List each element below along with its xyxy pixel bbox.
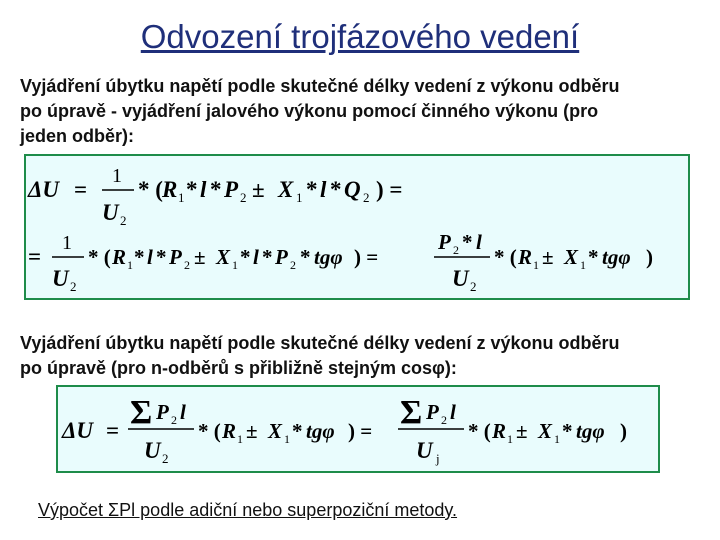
svg-text:±: ±: [542, 245, 554, 269]
svg-text:U: U: [52, 266, 69, 291]
svg-text:) =: ) =: [376, 177, 403, 202]
svg-text:2: 2: [184, 258, 190, 272]
svg-text:=: =: [28, 244, 42, 269]
svg-text:U: U: [144, 438, 161, 463]
svg-text:ΔU: ΔU: [62, 418, 94, 443]
svg-text:=: =: [74, 177, 88, 202]
svg-text:±: ±: [194, 245, 206, 269]
formula-box-single-load: [24, 154, 690, 300]
paragraph-line: Vyjádření úbytku napětí podle skutečné délky vedení z výkonu odběru: [20, 333, 620, 353]
svg-text:P: P: [275, 245, 288, 269]
svg-text:X: X: [268, 419, 283, 443]
svg-text:*: *: [292, 419, 303, 443]
svg-text:2: 2: [162, 451, 169, 466]
svg-text:P: P: [438, 230, 451, 254]
svg-text:*: *: [134, 245, 145, 269]
svg-text:P: P: [169, 245, 182, 269]
svg-text:1: 1: [127, 258, 133, 272]
svg-text:Σ: Σ: [400, 394, 423, 431]
svg-text:*: *: [330, 177, 342, 202]
svg-text:l: l: [147, 245, 153, 269]
svg-text:U: U: [452, 266, 469, 291]
svg-text:2: 2: [363, 190, 370, 205]
svg-text:*: *: [210, 177, 222, 202]
formula-box-multiple-loads: [56, 385, 660, 473]
svg-text:l: l: [200, 177, 207, 202]
svg-text:*: *: [588, 245, 599, 269]
svg-text:P: P: [156, 400, 169, 424]
svg-text:* (: * (: [494, 245, 517, 269]
paragraph-line: Vyjádření úbytku napětí podle skutečné délky vedení z výkonu odběru: [20, 76, 620, 96]
svg-text:l: l: [320, 177, 327, 202]
svg-text:1: 1: [296, 190, 303, 205]
svg-text:±: ±: [516, 419, 528, 443]
svg-text:* (: * (: [138, 177, 163, 202]
svg-text:*: *: [462, 230, 473, 254]
svg-text:1: 1: [554, 432, 560, 446]
svg-text:*: *: [156, 245, 167, 269]
paragraph-line: po úpravě (pro n-odběrů s přibližně stejným cosφ):: [20, 358, 457, 378]
svg-text:* (: * (: [198, 419, 221, 443]
svg-text:* (: * (: [468, 419, 491, 443]
svg-text:U: U: [102, 200, 119, 225]
svg-text:1: 1: [237, 432, 243, 446]
svg-text:X: X: [278, 177, 294, 202]
svg-text:j: j: [436, 451, 440, 466]
svg-text:l: l: [180, 400, 186, 424]
svg-text:*: *: [186, 177, 198, 202]
svg-text:R: R: [222, 419, 237, 443]
svg-text:R: R: [162, 177, 178, 202]
svg-text:2: 2: [70, 279, 77, 294]
svg-text:±: ±: [252, 177, 265, 202]
svg-text:) =: ) =: [354, 245, 379, 269]
svg-text:*: *: [300, 245, 311, 269]
svg-text:2: 2: [290, 258, 296, 272]
svg-text:X: X: [538, 419, 553, 443]
svg-text:X: X: [564, 245, 579, 269]
svg-text:1: 1: [178, 190, 185, 205]
footer-note: Výpočet ΣPl podle adiční nebo superpoziční metody.: [38, 500, 458, 520]
svg-text:tgφ: tgφ: [576, 419, 605, 443]
svg-text:R: R: [112, 245, 127, 269]
svg-text:1: 1: [533, 258, 539, 272]
svg-text:2: 2: [171, 413, 177, 427]
svg-text:R: R: [518, 245, 533, 269]
paragraph-line: po úpravě - vyjádření jalového výkonu pomocí činného výkonu (pro: [20, 101, 599, 121]
svg-text:*: *: [306, 177, 318, 202]
svg-text:*: *: [240, 245, 251, 269]
svg-text:): ): [620, 419, 627, 443]
svg-text:1: 1: [284, 432, 290, 446]
paragraph-multiple-loads: [20, 331, 619, 381]
formula-voltage-drop-single-load: [26, 156, 688, 298]
svg-text:*: *: [562, 419, 573, 443]
svg-text:1: 1: [112, 165, 122, 187]
paragraph-single-load: [20, 74, 619, 149]
svg-text:2: 2: [441, 413, 447, 427]
svg-text:2: 2: [240, 190, 247, 205]
svg-text:1: 1: [507, 432, 513, 446]
svg-text:X: X: [216, 245, 231, 269]
svg-text:tgφ: tgφ: [602, 245, 631, 269]
svg-text:R: R: [492, 419, 507, 443]
svg-text:P: P: [426, 400, 439, 424]
svg-text:) =: ) =: [348, 419, 373, 443]
svg-text:tgφ: tgφ: [314, 245, 343, 269]
svg-text:Σ: Σ: [130, 394, 153, 431]
svg-text:ΔU: ΔU: [28, 177, 60, 202]
paragraph-line: jeden odběr):: [20, 126, 135, 146]
svg-text:* (: * (: [88, 245, 111, 269]
svg-text:tgφ: tgφ: [306, 419, 335, 443]
svg-text:l: l: [450, 400, 456, 424]
svg-text:2: 2: [470, 279, 477, 294]
svg-text:2: 2: [453, 243, 459, 257]
svg-text:1: 1: [232, 258, 238, 272]
svg-text:1: 1: [62, 232, 72, 254]
svg-text:*: *: [262, 245, 273, 269]
svg-text:l: l: [253, 245, 259, 269]
svg-text:l: l: [476, 230, 482, 254]
svg-text:P: P: [224, 177, 239, 202]
slide-title: Odvození trojfázového vedení: [140, 18, 580, 55]
svg-text:): ): [646, 245, 653, 269]
formula-voltage-drop-multiple-loads: [58, 387, 658, 471]
svg-text:2: 2: [120, 213, 127, 228]
svg-text:±: ±: [246, 419, 258, 443]
svg-text:U: U: [416, 438, 433, 463]
svg-text:=: =: [106, 418, 120, 443]
svg-text:Q: Q: [344, 177, 361, 202]
svg-text:1: 1: [580, 258, 586, 272]
